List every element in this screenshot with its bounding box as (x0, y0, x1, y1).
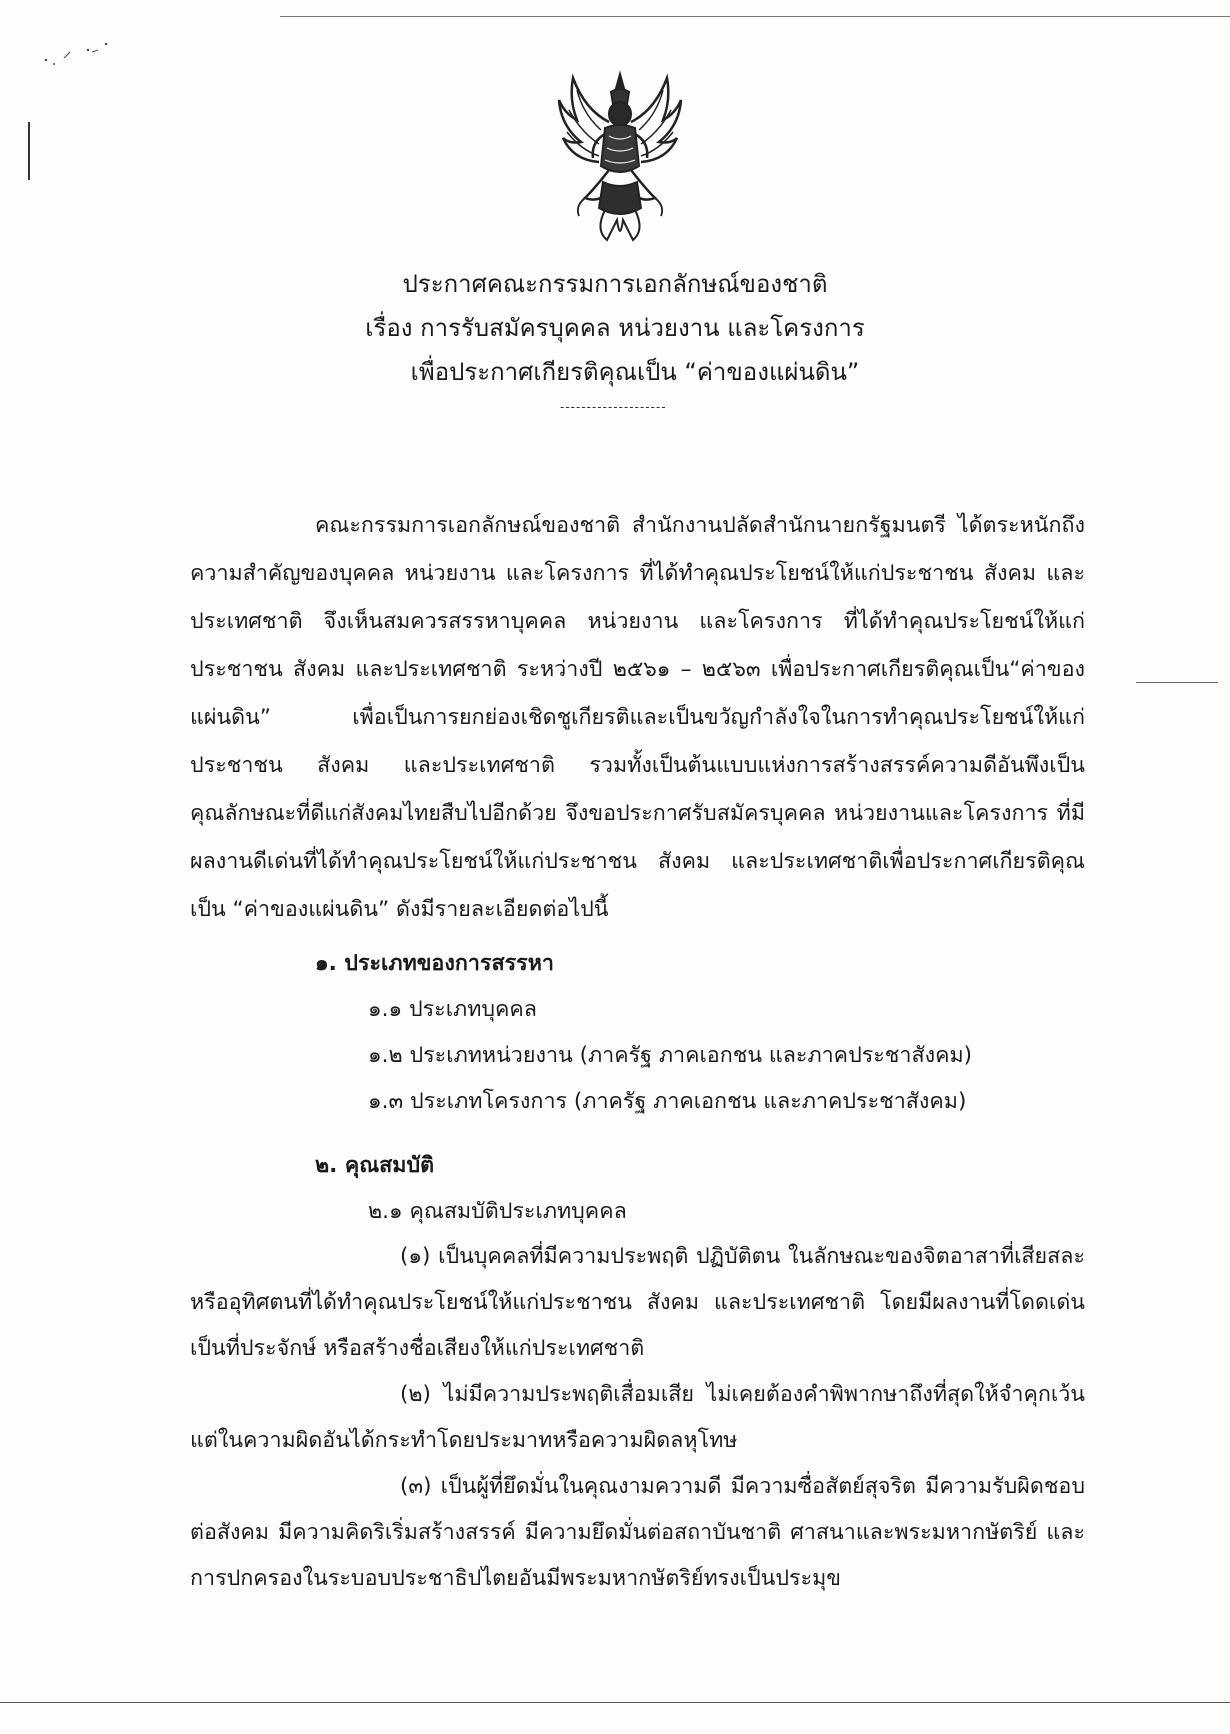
garuda-emblem-icon (555, 70, 685, 245)
scan-edge-top (280, 16, 1230, 17)
section-2-heading: ๒. คุณสมบัติ (315, 1153, 435, 1178)
section-2-sub-heading: ๒.๑ คุณสมบัติประเภทบุคคล (368, 1199, 627, 1224)
intro-text: คณะกรรมการเอกลักษณ์ของชาติ สำนักงานปลัดสำนักนายกรัฐมนตรี ได้ตระหนักถึงความสำคัญของบุคคล หน่วยงาน และโครงการ ที่ได้ทำคุณประโยชน์ให้แก่ประชาชน สังคม และประเทศชาติ จึงเห็นสมควรสรรหาบุคคล หน่วยงาน และโครงการ ที่ได้ทำคุณประโยชน์ให้แก่ประชาชน สังคม และประเทศชาติ ระหว่างปี ๒๕๖๑ – ๒๕๖๓ เพื่อประกาศเกียรติคุณเป็น“ค่าของแผ่นดิน” เพื่อเป็นการยกย่องเชิดชูเกียรติและเป็นขวัญกำลังใจในการทำคุณประโยชน์ให้แก่ประชาชน สังคม และประเทศชาติ รวมทั้งเป็นต้นแบบแห่งการสร้างสรรค์ความดีอันพึงเป็นคุณลักษณะที่ดีแก่สังคมไทยสืบไปอีกด้วย จึงขอประกาศรับสมัครบุคคล หน่วยงานและโครงการ ที่มีผลงานดีเด่นที่ได้ทำคุณประโยชน์ให้แก่ประชาชน สังคม และประเทศชาติเพื่อประกาศเกียรติคุณเป็น “ค่าของแผ่นดิน” ดังมีรายละเอียดต่อไปนี้ (190, 513, 1085, 922)
document-title (0, 262, 1230, 394)
intro-paragraph (190, 502, 1085, 934)
clause-1: (๑) เป็นบุคคลที่มีความประพฤติ ปฏิบัติตน ในลักษณะของจิตอาสาที่เสียสละ หรืออุทิศตนที่ได้ทำคุณประโยชน์ให้แก่ประชาชน สังคม และประเทศชาติ โดยมีผลงานที่โดดเด่นเป็นที่ประจักษ์ หรือสร้างชื่อเสียงให้แก่ประเทศชาติ (190, 1244, 1085, 1361)
scan-side-line (1136, 682, 1218, 683)
title-line-1: ประกาศคณะกรรมการเอกลักษณ์ของชาติ (402, 270, 828, 298)
scan-specks (40, 40, 110, 70)
clause-2: (๒) ไม่มีความประพฤติเสื่อมเสีย ไม่เคยต้องคำพิพากษาถึงที่สุดให้จำคุกเว้นแต่ในความผิดอันได้กระทำโดยประมาทหรือความผิดลหุโทษ (190, 1382, 1085, 1453)
section-1-heading: ๑. ประเภทของการสรรหา (315, 951, 554, 976)
section-2-clauses (190, 1234, 1085, 1602)
title-separator: -------------------- (560, 400, 667, 414)
clause-3: (๓) เป็นผู้ที่ยึดมั่นในคุณงามความดี มีความซื่อสัตย์สุจริต มีความรับผิดชอบต่อสังคม มีความคิดริเริ่มสร้างสรรค์ มีความยึดมั่นต่อสถาบันชาติ ศาสนาและพระมหากษัตริย์ และการปกครองในระบอบประชาธิปไตยอันมีพระมหากษัตริย์ทรงเป็นประมุข (190, 1474, 1085, 1591)
section-1-item-1: ๑.๑ ประเภทบุคคล (368, 997, 537, 1022)
title-line-2: เรื่อง การรับสมัครบุคคล หน่วยงาน และโครงการ (365, 314, 865, 342)
section-1-item-2: ๑.๒ ประเภทหน่วยงาน (ภาครัฐ ภาคเอกชน และภาคประชาสังคม) (368, 1043, 973, 1068)
title-line-3: เพื่อประกาศเกียรติคุณเป็น “ค่าของแผ่นดิน” (410, 358, 860, 386)
scan-edge-bottom (0, 1702, 1230, 1703)
section-1-item-3: ๑.๓ ประเภทโครงการ (ภาครัฐ ภาคเอกชน และภาคประชาสังคม) (368, 1089, 967, 1114)
margin-mark (28, 122, 30, 180)
